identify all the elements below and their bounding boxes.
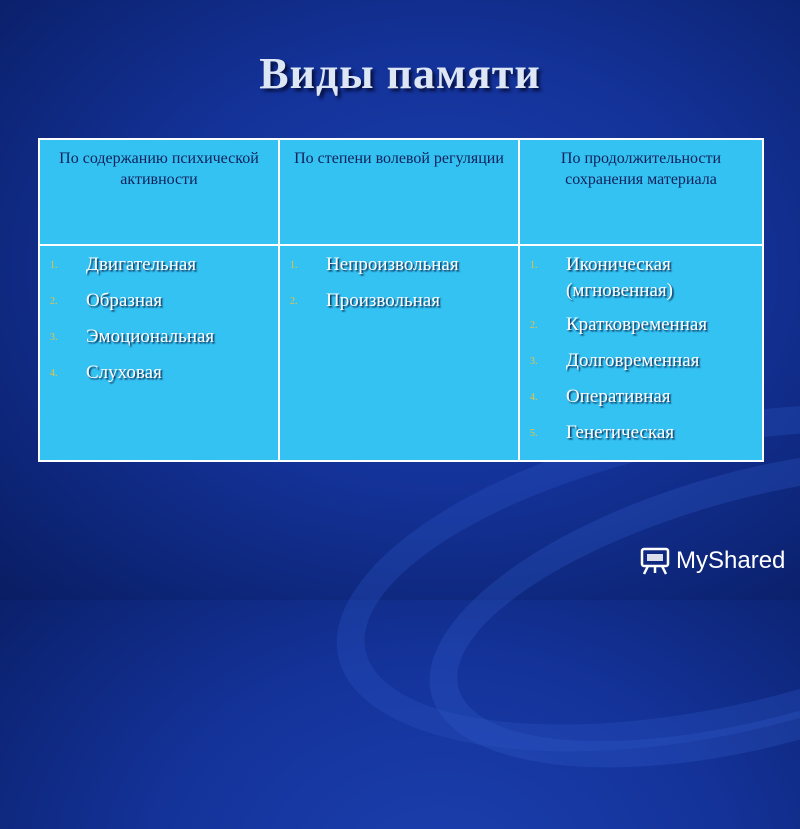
list-number: 2.: [50, 296, 58, 307]
list-item: [290, 252, 510, 280]
column-retention-duration: [519, 245, 763, 461]
list-item: [50, 324, 270, 352]
list-number: 1.: [290, 260, 298, 271]
list-item-text: Образная: [86, 290, 163, 311]
list-item: [530, 420, 754, 448]
list-item: [50, 252, 270, 280]
list-item-text: Слуховая: [86, 362, 162, 383]
list-item: [50, 288, 270, 316]
list-item-text: Кратковременная: [566, 314, 708, 335]
header-volitional-regulation: По степени волевой регуляции: [279, 139, 519, 245]
column-content-activity: [39, 245, 279, 461]
list-item-text: Долговременная: [566, 350, 700, 371]
list-number: 1.: [50, 260, 58, 271]
list-item-text: Генетическая: [566, 422, 675, 443]
presentation-board-icon: [640, 546, 670, 576]
list-number: 4.: [530, 392, 538, 403]
list-number: 2.: [290, 296, 298, 307]
list-item: [530, 348, 754, 376]
list-item-text: Произвольная: [326, 290, 440, 311]
list-item-text: Оперативная: [566, 386, 671, 407]
table-body-row: [39, 245, 763, 461]
list-number: 5.: [530, 428, 538, 439]
list-item: [530, 252, 754, 304]
column-volitional-regulation: [279, 245, 519, 461]
list-item-text: Иконическая (мгновенная): [566, 254, 673, 301]
list-item: [530, 384, 754, 412]
memory-types-table: [38, 138, 764, 462]
list-number: 1.: [530, 260, 538, 271]
header-content-activity: По содержанию психической активности: [39, 139, 279, 245]
list-item: [290, 288, 510, 316]
list-number: 2.: [530, 320, 538, 331]
list-number: 3.: [530, 356, 538, 367]
list-item-text: Эмоциональная: [86, 326, 215, 347]
list-item: [530, 312, 754, 340]
myshared-watermark: [640, 546, 785, 576]
table-header-row: [39, 139, 763, 245]
list-item: [50, 360, 270, 388]
list-item-text: Двигательная: [86, 254, 197, 275]
slide-title: Виды памяти: [259, 49, 541, 98]
list-item-text: Непроизвольная: [326, 254, 459, 275]
list-number: 3.: [50, 332, 58, 343]
header-retention-duration: По продолжительности сохранения материала: [519, 139, 763, 245]
list-number: 4.: [50, 368, 58, 379]
watermark-text: MyShared: [676, 547, 786, 574]
